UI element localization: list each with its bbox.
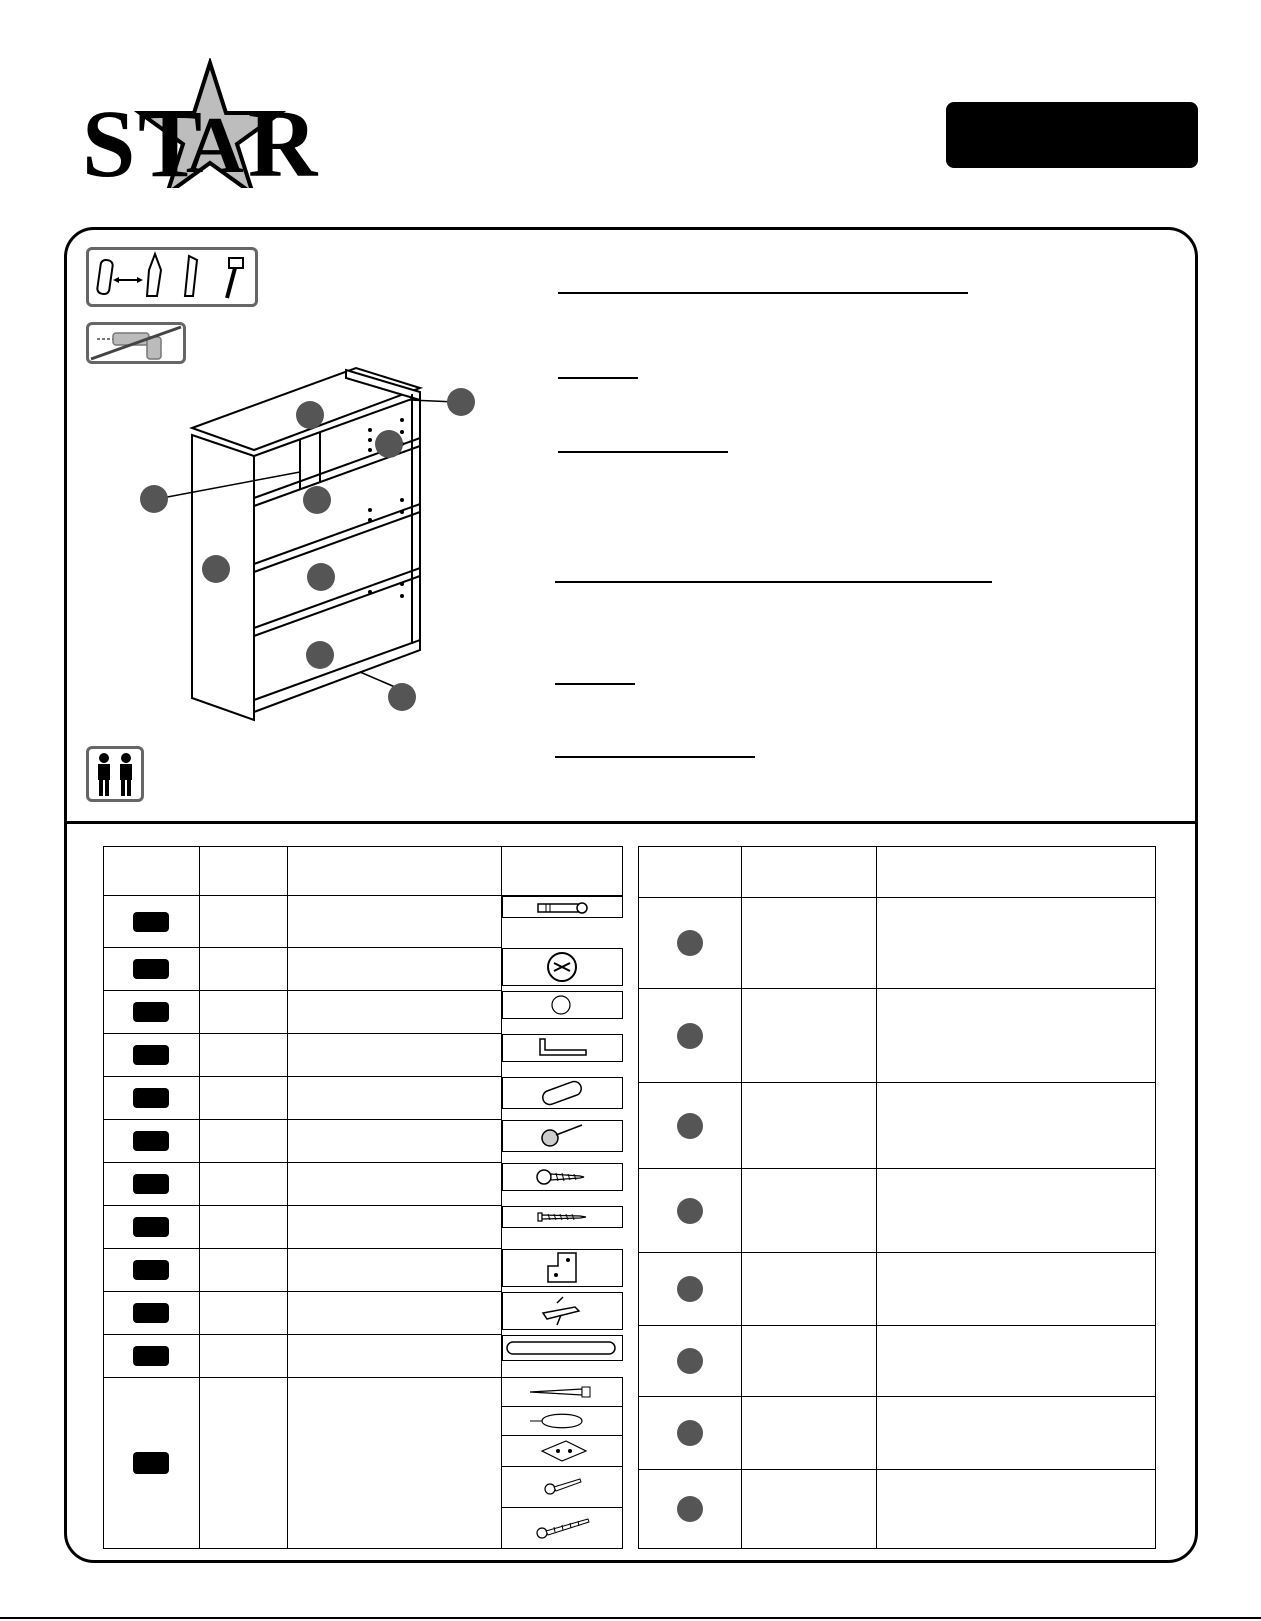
- short-screw-icon: [522, 1474, 602, 1500]
- table-row: [104, 1249, 623, 1292]
- logo-letter-a: A: [186, 102, 242, 190]
- blank-line: [558, 451, 728, 453]
- allen-key-icon: [532, 1035, 592, 1061]
- blank-line: [555, 683, 635, 685]
- shelf-pin-nail-icon: [532, 1121, 592, 1151]
- table-row: [104, 948, 623, 991]
- blank-line: [558, 292, 968, 294]
- logo-letter-t: T: [138, 90, 201, 197]
- long-screw-icon: [522, 1515, 602, 1541]
- part-callout: [140, 485, 168, 513]
- part-callout: [388, 683, 416, 711]
- blank-line: [555, 581, 992, 583]
- hammer-icon: [227, 258, 243, 298]
- table-row: [104, 1378, 623, 1549]
- table-row: [639, 989, 1156, 1083]
- parts-table: [638, 846, 1156, 1549]
- two-people-icon: [89, 749, 141, 799]
- tools-graphic: [89, 250, 255, 304]
- screwdriver-icon: [185, 256, 197, 296]
- table-row: [104, 1163, 623, 1206]
- blank-line: [558, 377, 638, 379]
- l-bracket-icon: [542, 1250, 582, 1286]
- table-row: [104, 1206, 623, 1249]
- logo-letter-r: R: [248, 90, 316, 197]
- hardware-table: [103, 846, 623, 1549]
- pencil-tip-icon: [147, 254, 161, 296]
- no-power-drill-box: [86, 322, 186, 364]
- table-row: [104, 1077, 623, 1120]
- power-drill-icon: [89, 325, 183, 361]
- table-row: [639, 1169, 1156, 1253]
- table-row: [639, 898, 1156, 989]
- cable-tie-icon: [522, 1410, 602, 1432]
- part-callout: [447, 388, 475, 416]
- cam-lock-icon: [544, 949, 580, 985]
- hardware-header-row: [104, 847, 623, 896]
- model-number-box: [946, 102, 1198, 168]
- bracket-plate-icon: [522, 1438, 602, 1464]
- flat-head-screw-icon: [532, 1207, 592, 1227]
- table-row: [104, 1335, 623, 1378]
- part-callout: [202, 555, 230, 583]
- part-callout: [303, 486, 331, 514]
- table-row: [639, 1326, 1156, 1397]
- shelf-support-icon: [537, 1293, 587, 1329]
- two-person-assembly-box: [86, 746, 144, 802]
- part-callout: [306, 641, 334, 669]
- table-row: [639, 1253, 1156, 1326]
- required-tools-box: [86, 247, 258, 307]
- rod-icon: [503, 1336, 621, 1360]
- parts-header-row: [639, 847, 1156, 898]
- wall-anchor-icon: [522, 1383, 602, 1401]
- table-row: [104, 1034, 623, 1077]
- pan-head-screw-icon: [532, 1164, 592, 1190]
- table-row: [639, 1397, 1156, 1470]
- table-row: [104, 991, 623, 1034]
- part-callout: [375, 430, 403, 458]
- blank-line: [555, 756, 755, 758]
- part-callout: [307, 563, 335, 591]
- page-bottom-rule: [0, 1617, 1261, 1619]
- table-row: [639, 1083, 1156, 1169]
- cover-cap-icon: [547, 992, 577, 1018]
- table-row: [104, 896, 623, 948]
- table-row: [639, 1470, 1156, 1549]
- logo-letter-s: S: [82, 90, 134, 197]
- dowel-icon: [97, 259, 114, 294]
- wood-dowel-icon: [532, 1078, 592, 1108]
- part-callout: [296, 401, 324, 429]
- table-row: [104, 1292, 623, 1335]
- cam-bolt-icon: [532, 897, 592, 917]
- section-divider: [64, 821, 1198, 824]
- table-row: [104, 1120, 623, 1163]
